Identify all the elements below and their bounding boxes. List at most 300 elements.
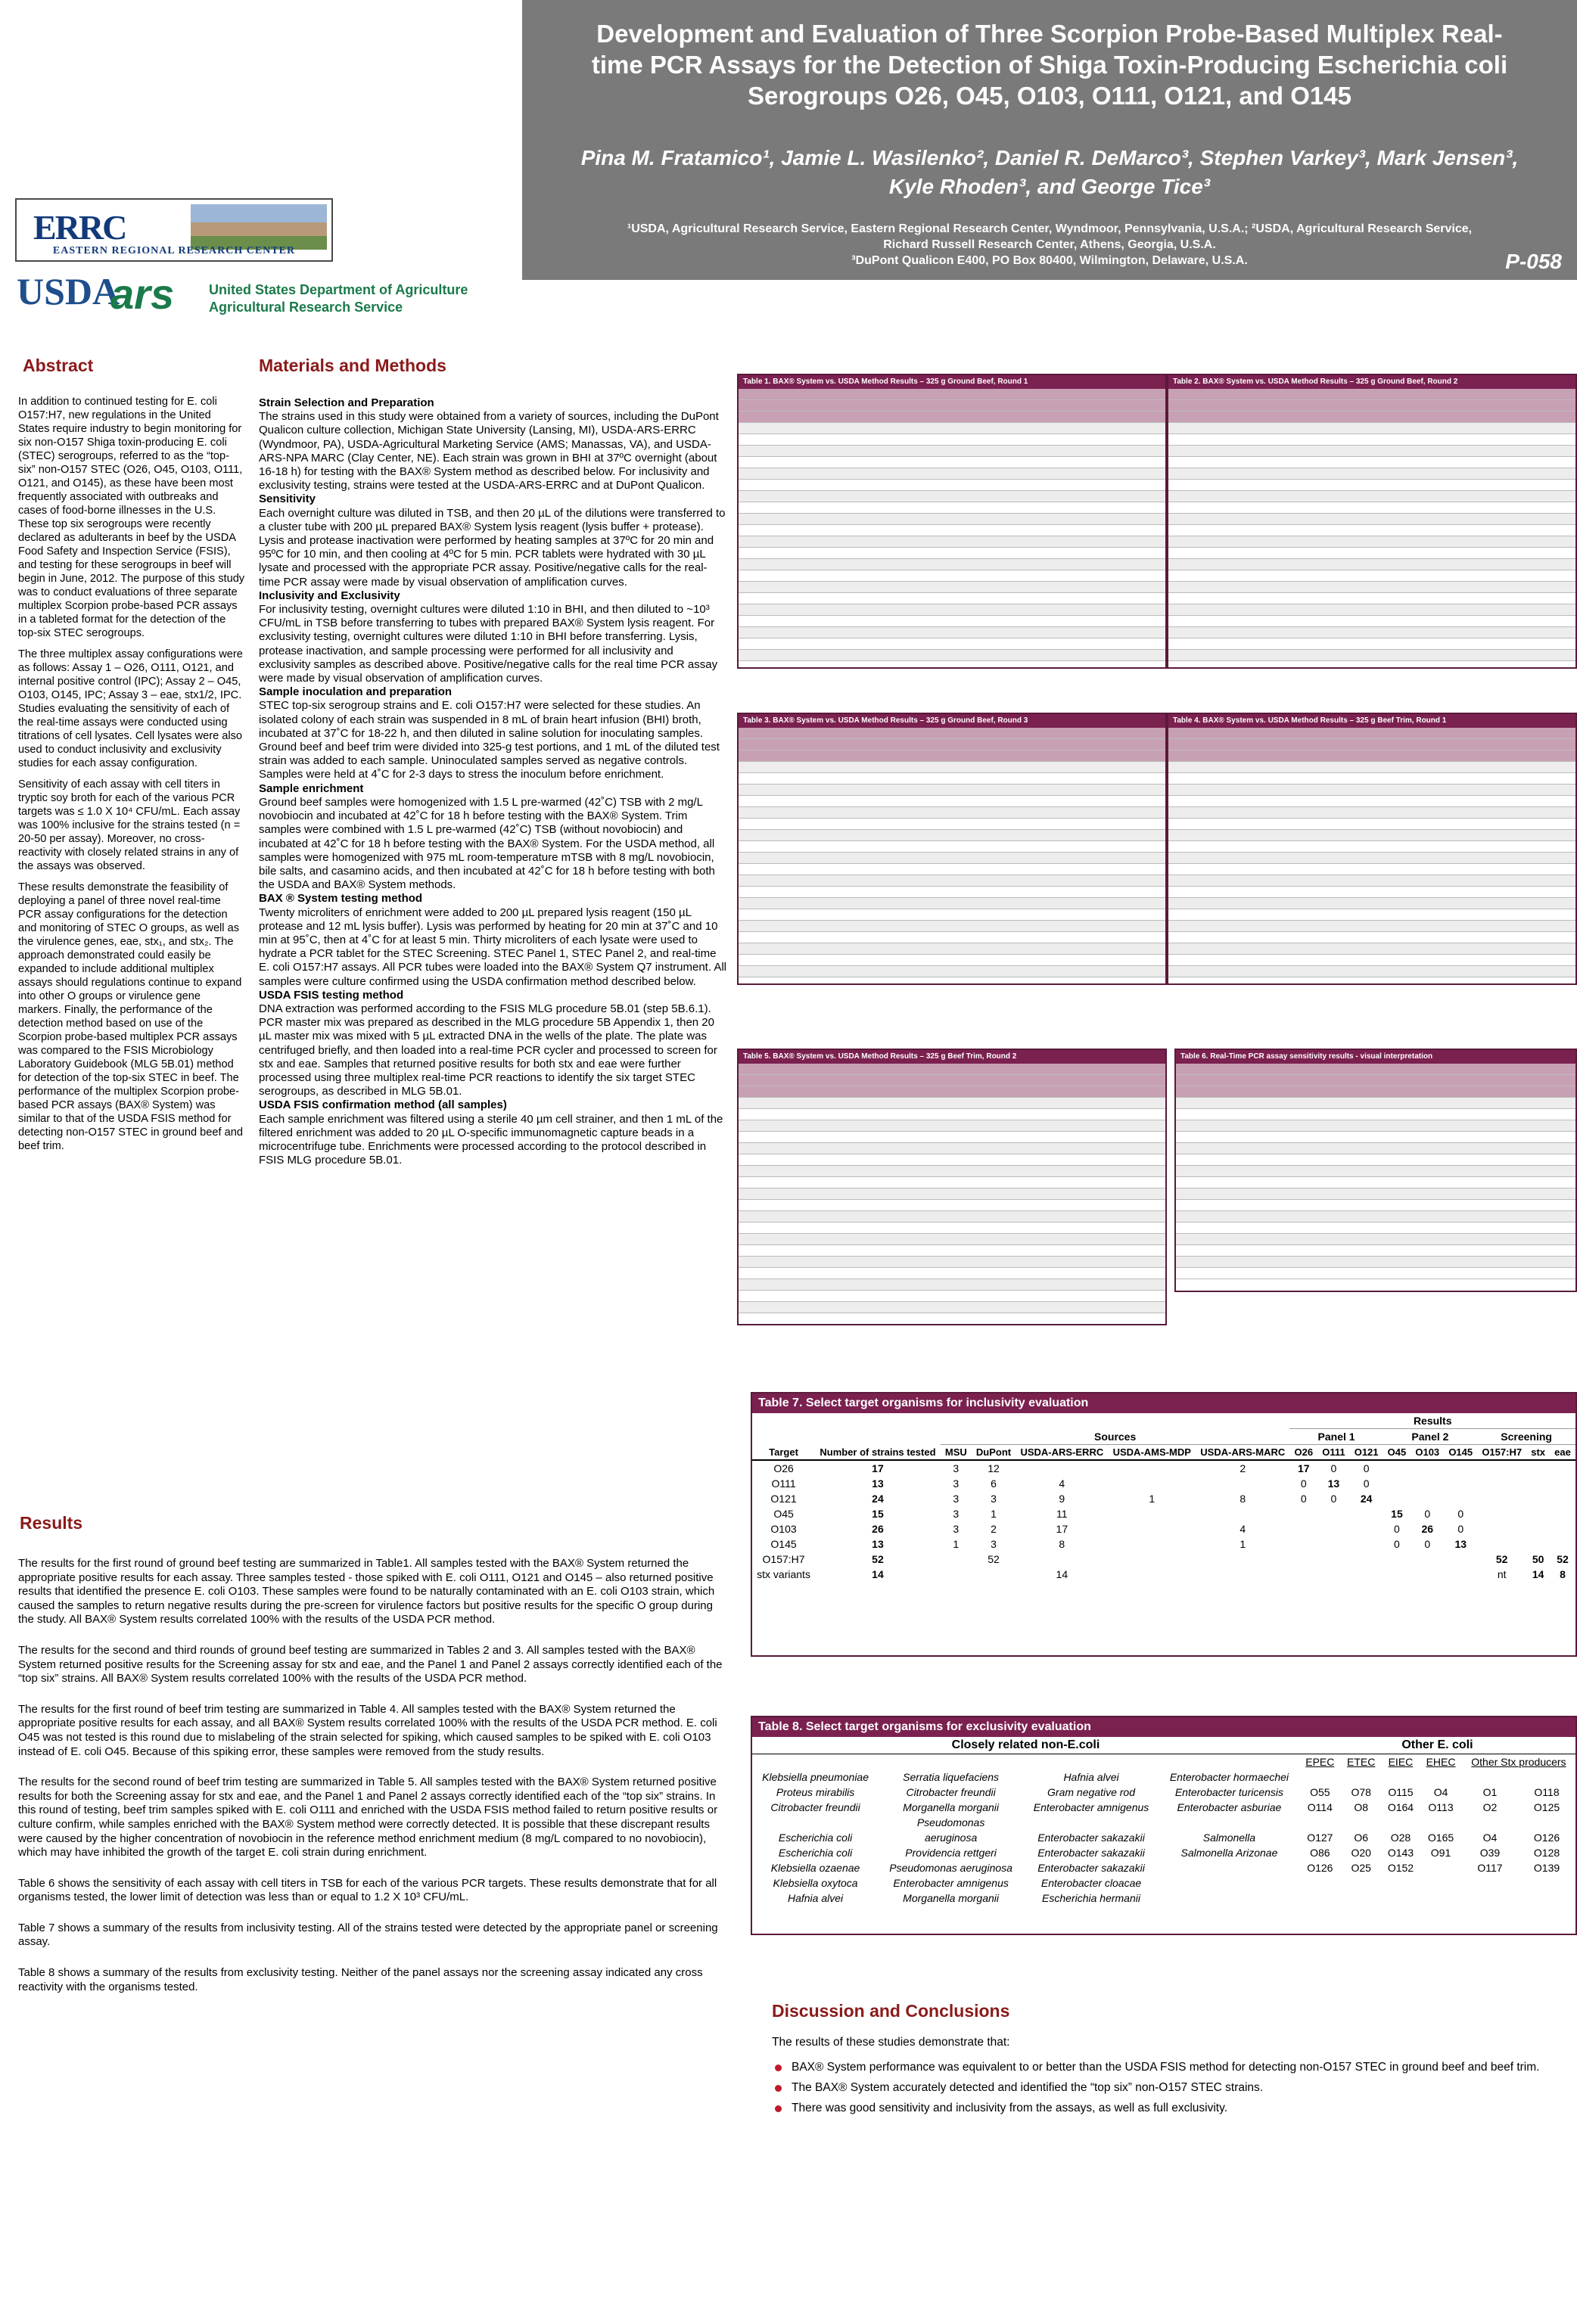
authors-line: Kyle Rhoden³, and George Tice³ — [888, 175, 1211, 198]
organism-cell: Hafnia alvei — [787, 1892, 844, 1904]
affil-line: ³DuPont Qualicon E400, PO Box 80400, Wilmington, Delaware, U.S.A. — [851, 254, 1248, 267]
errc-logo-text: EASTERN REGIONAL RESEARCH CENTER — [52, 245, 296, 256]
table-cell — [1317, 1567, 1350, 1582]
table-row — [739, 966, 1165, 977]
table-cell — [1317, 1536, 1350, 1552]
table-row — [739, 1257, 1165, 1268]
table-row — [1168, 864, 1575, 875]
table-cell — [1289, 1552, 1317, 1567]
table-header-row — [752, 1445, 1575, 1461]
table-6 — [1174, 1049, 1577, 1292]
table-row — [1168, 570, 1575, 582]
serogroup-cell — [1420, 1769, 1462, 1785]
table-cell: 0 — [1330, 1462, 1337, 1474]
serogroup-cell: O55 — [1310, 1786, 1330, 1798]
conclusion-item: There was good sensitivity and inclusivity from the assays, as well as full exclusivity. — [772, 2101, 1559, 2115]
table-8 — [751, 1716, 1577, 1935]
table-row — [739, 457, 1165, 468]
organism-cell: Enterobacter amnigenus — [1033, 1801, 1149, 1813]
table-cell — [1526, 1460, 1550, 1476]
table-row — [1176, 1234, 1575, 1245]
table-row — [1168, 739, 1575, 750]
conclusion-list — [772, 2060, 1559, 2115]
poster-id: P-058 — [1505, 250, 1562, 273]
organism-cell: Klebsiella ozaenae — [770, 1862, 860, 1874]
table-row — [1168, 943, 1575, 955]
table-cell — [941, 1552, 972, 1567]
table-cell — [1444, 1552, 1477, 1567]
table-cell — [1108, 1567, 1196, 1582]
table-cell: 1 — [1240, 1538, 1246, 1550]
table-row — [1176, 1064, 1575, 1075]
table-row — [739, 1098, 1165, 1109]
table-spacer — [752, 1413, 1289, 1429]
table-row — [739, 819, 1165, 830]
table-row — [739, 1188, 1165, 1200]
serogroup-cell — [1341, 1891, 1382, 1906]
serogroup-cell — [1420, 1860, 1462, 1875]
table-cell: 3 — [953, 1523, 960, 1535]
serogroup-cell — [1518, 1875, 1575, 1891]
organism-cell — [1159, 1860, 1299, 1875]
methods-paragraph: STEC top-six serogroup strains and E. coli O157:H7 were selected for these studies. An isolated colony of each strain was suspended in 8 mL of brain heart infusion (BHI) broth, incubated at 37˚C for 18-22 h, and then diluted in saline solution for inoculating samples. Ground beef and beef trim were divided into 325-g test portions, and 1 mL of the diluted test strain was added to each sample. Uninoculated samples served as negative controls. Samples were held at 4˚C for 2-3 days to stress the inoculum before enrichment. — [259, 699, 720, 781]
column-header: Number of strains tested — [820, 1446, 936, 1458]
table-row — [1168, 932, 1575, 943]
table-row — [752, 1785, 1575, 1800]
serogroup-cell — [1462, 1815, 1518, 1830]
serogroup-cell: O2 — [1482, 1801, 1498, 1813]
abstract-paragraph: Sensitivity of each assay with cell titers in tryptic soy broth for each of the various PCR targets was ≤ 1.0 X 10⁴ CFU/mL. Each assay was 100% inclusive for the strains tested (n = 20-50 per assay). Moreover, no cross-reactivity with closely related strains in any of the assays was observed. — [18, 778, 241, 872]
table-row — [739, 1234, 1165, 1245]
serogroup-cell: O91 — [1430, 1847, 1451, 1859]
table-row — [739, 1166, 1165, 1177]
organism-cell: Gram negative rod — [1047, 1786, 1135, 1798]
table-row — [739, 446, 1165, 457]
table-row — [739, 1177, 1165, 1188]
methods-heading: Materials and Methods — [259, 356, 446, 375]
table-5 — [737, 1049, 1167, 1325]
table-cell — [1444, 1476, 1477, 1491]
table-row — [1168, 627, 1575, 638]
dept-line: United States Department of Agriculture — [209, 282, 468, 297]
table-row — [752, 1506, 1575, 1521]
table-row — [739, 1086, 1165, 1098]
table-row — [1168, 480, 1575, 491]
table-row — [752, 1460, 1575, 1476]
table-cell — [1108, 1536, 1196, 1552]
table-row — [1168, 548, 1575, 559]
table-row — [739, 1245, 1165, 1257]
table-row — [739, 582, 1165, 593]
table-cell: 13 — [1454, 1538, 1467, 1550]
table-row — [1168, 773, 1575, 785]
organism-cell: Proteus mirabilis — [776, 1786, 855, 1798]
table-cell — [1477, 1521, 1526, 1536]
table-row — [1176, 1098, 1575, 1109]
table-cell — [1444, 1491, 1477, 1506]
table-row — [1168, 593, 1575, 604]
table-cell: 4 — [1240, 1523, 1246, 1535]
table-cell: 14 — [1532, 1568, 1544, 1580]
methods-paragraph: The strains used in this study were obtained from a variety of sources, including the DuPont Qualicon culture collection, Michigan State University (Lansing, MI), USDA-ARS-ERRC (Wyndmoor, PA), USDA-Agricultural Marketing Service (AMS; Manassas, VA), and USDA-ARS-NPA MARC (Clay Center, NE). Each strain was grown in BHI at 37ºC overnight (about 16-18 h) for testing with the BAX® System method as described below. For inclusivity and exclusivity testing, strains were tested at the USDA-ARS-ERRC and at DuPont Qualicon. — [259, 410, 719, 492]
table-cell: 4 — [1059, 1477, 1065, 1490]
table-row — [752, 1567, 1575, 1582]
organism-cell — [1159, 1815, 1299, 1830]
table-cell: 17 — [1298, 1462, 1310, 1474]
methods-paragraph: Twenty microliters of enrichment were added to 200 µL prepared lysis reagent (150 µL protease and 12 mL lysis buffer). Lysis was performed by heating for 20 min at 37˚C and 10 min at 95˚C, then at 4˚C for at least 5 min. Thirty microliters of each lysate were used to hydrate a PCR tablet for the STEC Screening. STEC Panel 1, STEC Panel 2, and real-time E. coli O157:H7 assays. All PCR tubes were loaded into the BAX® System Q7 instrument. All samples were culture confirmed using the USDA confirmation method described below. — [259, 906, 727, 988]
table-row — [1168, 389, 1575, 400]
methods-paragraph: Each sample enrichment was filtered using a sterile 40 µm cell strainer, and then 1 mL of the filtered enrichment was added to 20 µL O-specific immunomagnetic capture beads in a microcentrifuge tube. Enrichments were processed according to the protocol described in FSIS MLG procedure 5B.01. — [259, 1112, 723, 1167]
table-cell: 11 — [1056, 1508, 1068, 1520]
table-cell — [1317, 1506, 1350, 1521]
table-cell — [1289, 1567, 1317, 1582]
table-cell: 13 — [872, 1477, 884, 1490]
organism-cell: Citrobacter freundii — [770, 1801, 860, 1813]
serogroup-cell — [1420, 1891, 1462, 1906]
methods-subheading: BAX ® System testing method — [259, 892, 423, 906]
conclusion-item: BAX® System performance was equivalent to or better than the USDA FSIS method for detecting non-O157 STEC in ground beef and beef trim. — [772, 2060, 1559, 2074]
table-row — [1168, 750, 1575, 762]
table-cell: 6 — [991, 1477, 997, 1490]
table-row — [739, 559, 1165, 570]
table-cell: 52 — [1495, 1553, 1508, 1565]
table-spacer — [1159, 1754, 1299, 1770]
table-cell: 52 — [988, 1553, 1000, 1565]
serogroup-cell: O25 — [1351, 1862, 1371, 1874]
table-cell: 3 — [953, 1508, 960, 1520]
table-cell — [1196, 1552, 1289, 1567]
table-row — [752, 1845, 1575, 1860]
organism-cell: Providencia rettgeri — [905, 1847, 997, 1859]
serogroup-cell — [1341, 1875, 1382, 1891]
table-cell — [1477, 1460, 1526, 1476]
serogroup-cell — [1518, 1815, 1575, 1830]
table-row — [1168, 491, 1575, 502]
serogroup-cell: O28 — [1390, 1832, 1411, 1844]
conclusion-item: The BAX® System accurately detected and identified the “top six” non-O157 STEC strains. — [772, 2080, 1559, 2095]
serogroup-cell: O125 — [1533, 1801, 1560, 1813]
serogroup-cell: O8 — [1354, 1801, 1369, 1813]
table-row — [752, 1552, 1575, 1567]
table-row — [752, 1875, 1575, 1891]
table-row — [1176, 1086, 1575, 1098]
table-4 — [1167, 713, 1577, 985]
table-row — [739, 1154, 1165, 1166]
table-cell — [1444, 1567, 1477, 1582]
table-spacer — [879, 1754, 1023, 1770]
organism-cell: Enterobacter amnigenus — [893, 1877, 1009, 1889]
table-row — [1168, 423, 1575, 434]
table-row — [1168, 468, 1575, 480]
organism-cell: Hafnia alvei — [1063, 1771, 1119, 1783]
organism-cell: Escherichia coli — [778, 1847, 853, 1859]
authors — [522, 144, 1577, 201]
table-cell: 24 — [1360, 1493, 1373, 1505]
methods-subheading: USDA FSIS testing method — [259, 988, 404, 1002]
table-title: Table 7. Select target organisms for inclusivity evaluation — [752, 1393, 1575, 1413]
serogroup-cell: O4 — [1482, 1832, 1498, 1844]
table-title: Table 4. BAX® System vs. USDA Method Results – 325 g Beef Trim, Round 1 — [1168, 714, 1575, 728]
table-row — [752, 1521, 1575, 1536]
column-header: MSU — [944, 1446, 967, 1458]
column-header: O121 — [1354, 1446, 1379, 1458]
table-row — [1168, 796, 1575, 807]
organism-cell: Morganella morganii — [903, 1801, 1000, 1813]
serogroup-cell: O126 — [1533, 1832, 1560, 1844]
table-row — [1176, 1143, 1575, 1154]
serogroup-cell — [1382, 1769, 1420, 1785]
table-cell — [1550, 1476, 1575, 1491]
table-1 — [737, 374, 1167, 669]
table-cell: 0 — [1457, 1508, 1464, 1520]
methods-subheading: Inclusivity and Exclusivity — [259, 589, 400, 602]
table-row — [739, 762, 1165, 773]
serogroup-cell: O117 — [1477, 1862, 1503, 1874]
table-body — [1168, 728, 1575, 977]
table-row — [1168, 955, 1575, 966]
table-cell — [1350, 1506, 1383, 1521]
poster-title — [522, 18, 1577, 111]
methods-subheading: Sample enrichment — [259, 781, 364, 795]
table-row — [739, 909, 1165, 921]
table-row — [1168, 412, 1575, 423]
table-cell: 52 — [1557, 1553, 1569, 1565]
table-body — [1168, 389, 1575, 661]
abstract-text — [18, 395, 245, 1160]
serogroup-cell: O20 — [1351, 1847, 1371, 1859]
serogroup-cell: O164 — [1387, 1801, 1414, 1813]
column-header: O103 — [1415, 1446, 1440, 1458]
table-cell — [1016, 1460, 1108, 1476]
column-header: ETEC — [1347, 1756, 1376, 1768]
table-cell — [972, 1567, 1016, 1582]
table-row — [1168, 807, 1575, 819]
table-row — [739, 480, 1165, 491]
table-body — [739, 389, 1165, 661]
title-line: time PCR Assays for the Detection of Shiga Toxin-Producing Escherichia coli — [591, 51, 1508, 79]
table-row — [1168, 400, 1575, 412]
table-body — [752, 1460, 1575, 1582]
table-row — [752, 1815, 1575, 1830]
authors-line: Pina M. Fratamico¹, Jamie L. Wasilenko², Daniel R. DeMarco³, Stephen Varkey³, Mark Jensen³, — [580, 146, 1519, 169]
table-cell: 50 — [1532, 1553, 1544, 1565]
table-cell: 0 — [1424, 1538, 1431, 1550]
table-spacer — [752, 1429, 941, 1445]
serogroup-cell: O115 — [1388, 1786, 1414, 1798]
table-cell: 2 — [1240, 1462, 1246, 1474]
methods-paragraph: For inclusivity testing, overnight cultures were diluted 1:10 in BHI, and then diluted to ~10³ CFU/mL in TSB before transferring to tubes with prepared BAX® System lysis reagent. For exclusivity testing, overnight cultures were diluted 1:10 in BHI before transferring. Lysis, protease inactivation, and sample processing were performed for all inclusivity and exclusivity samples as described above. Positive/negative calls for the real time PCR assay were made by visual observation of amplification curves. — [259, 603, 718, 685]
table-cell: O111 — [771, 1477, 796, 1490]
column-header: EPEC — [1305, 1756, 1335, 1768]
organism-cell: Enterobacter hormaechei — [1169, 1771, 1289, 1783]
table-row — [752, 1536, 1575, 1552]
table-row — [739, 423, 1165, 434]
table-cell — [1477, 1536, 1526, 1552]
column-header: O45 — [1387, 1446, 1407, 1458]
table-row — [739, 1132, 1165, 1143]
serogroup-cell — [1518, 1769, 1575, 1785]
serogroup-cell: O126 — [1307, 1862, 1333, 1874]
table-cell — [1526, 1521, 1550, 1536]
table-row — [739, 750, 1165, 762]
table-row — [1176, 1223, 1575, 1234]
methods-subheading: Strain Selection and Preparation — [259, 396, 434, 409]
table-row — [739, 728, 1165, 739]
table-cell: 0 — [1394, 1523, 1400, 1535]
table-cell — [1526, 1491, 1550, 1506]
methods-paragraph: Ground beef samples were homogenized with 1.5 L pre-warmed (42˚C) TSB with 2 mg/L novobiocin and incubated at 42˚C for 18 h before testing with the BAX® System. Trim samples were combined with 1.5 L pre-warmed (42˚C) TSB (without novobiocin) and incubated at 42˚C for 18 h before testing with the BAX® System. For the USDA method, all samples were homogenized with 975 mL room-temperature mTSB with 8 mg/L novobiocin, bile salts, and casamino acids, and then incubated at 42˚C for 18 h before testing with both the USDA and BAX® System methods. — [259, 795, 715, 892]
table-cell — [1477, 1491, 1526, 1506]
table-cell: 12 — [988, 1462, 1000, 1474]
table-row — [1176, 1132, 1575, 1143]
table-cell: O145 — [770, 1538, 797, 1550]
results-group-label: Results — [1289, 1413, 1575, 1429]
table-cell: 0 — [1300, 1477, 1307, 1490]
column-header: O157:H7 — [1482, 1446, 1523, 1458]
table-row — [739, 796, 1165, 807]
serogroup-cell — [1299, 1891, 1341, 1906]
serogroup-cell: O1 — [1482, 1786, 1498, 1798]
table-cell: O26 — [773, 1462, 794, 1474]
serogroup-cell: O113 — [1428, 1801, 1454, 1813]
table-row — [1176, 1211, 1575, 1223]
serogroup-cell — [1462, 1769, 1518, 1785]
table-cell: 8 — [1059, 1538, 1065, 1550]
table-row — [739, 943, 1165, 955]
title-line: Development and Evaluation of Three Scorpion Probe-Based Multiplex Real- — [596, 20, 1503, 48]
table-cell — [1411, 1476, 1444, 1491]
methods-subheading: Sensitivity — [259, 492, 316, 506]
table-cell — [1411, 1460, 1444, 1476]
table-row — [752, 1860, 1575, 1875]
results-heading: Results — [20, 1513, 83, 1533]
discussion-intro: The results of these studies demonstrate that: — [772, 2036, 1010, 2049]
serogroup-cell: O152 — [1387, 1862, 1414, 1874]
table-row — [739, 739, 1165, 750]
abstract-paragraph: These results demonstrate the feasibility of deploying a panel of three novel real-time PCR assay configurations for the detection and monitoring of STEC O groups, as well as the virulence genes, eae, stx₁, and stx₂. The approach demonstrated could easily be expanded to include additional multiplex assays should regulations continue to expand into other O groups or virulence gene markers. Finally, the performance of the detection method based on use of the Scorpion probe-based multiplex PCR assays was compared to the FSIS Microbiology Laboratory Guidebook (MLG 5B.01) method for detection of the top-six STEC in beef. The performance of the multiplex Scorpion probe-based PCR assays (BAX® System) was similar to that of the USDA FSIS method for detecting non-O157 STEC in ground beef and beef trim. — [18, 881, 243, 1152]
table-cell — [1289, 1536, 1317, 1552]
table-cell — [1196, 1567, 1289, 1582]
ars-logo: ars — [110, 270, 175, 318]
table-row — [739, 807, 1165, 819]
table-row — [739, 955, 1165, 966]
table-cell: 0 — [1330, 1493, 1337, 1505]
table-row — [752, 1800, 1575, 1815]
table-row — [1168, 875, 1575, 887]
serogroup-cell — [1382, 1815, 1420, 1830]
table-row — [739, 604, 1165, 616]
table-row — [739, 1075, 1165, 1086]
table-cell — [1289, 1506, 1317, 1521]
organism-cell: Escherichia hermanii — [1042, 1892, 1140, 1904]
usda-logo: USDA — [17, 270, 120, 312]
table-row — [1168, 559, 1575, 570]
table-cell: stx variants — [757, 1568, 810, 1580]
table-row — [1168, 966, 1575, 977]
table-cell: 0 — [1394, 1538, 1400, 1550]
organism-cell: Serratia liquefaciens — [903, 1771, 1000, 1783]
table-row — [1176, 1257, 1575, 1268]
table-row — [739, 650, 1165, 661]
results-paragraph: Table 8 shows a summary of the results from exclusivity testing. Neither of the panel assays nor the screening assay indicated any cross reactivity with the organisms tested. — [18, 1966, 703, 1993]
table-cell — [1289, 1521, 1317, 1536]
table-cell — [1108, 1476, 1196, 1491]
serogroup-cell: O86 — [1310, 1847, 1330, 1859]
serogroup-cell: O143 — [1387, 1847, 1414, 1859]
column-header: eae — [1554, 1446, 1571, 1458]
table-cell: O121 — [770, 1493, 797, 1505]
table-cell: 3 — [991, 1493, 997, 1505]
methods-subheading: Sample inoculation and preparation — [259, 685, 453, 699]
organism-cell — [752, 1815, 879, 1830]
table-row — [739, 1143, 1165, 1154]
methods-subheading: USDA FSIS confirmation method (all samples) — [259, 1098, 507, 1112]
results-paragraph: The results for the second round of beef trim testing are summarized in Table 5. All samples tested with the BAX® System returned positive results for both the Screening assay for stx and eae, and the Panel 1 and Panel 2 assays correctly identified each of the “top six” strains. In this round of testing, beef trim samples spiked with E. coli O111 and enriched with the USDA FSIS method failed to return positive results or culture confirm, while samples enriched with the BAX® System method were correctly detected. It is possible that these discrepant results were caused by the higher concentration of novobiocin in the reference method enrichment medium (8 mg/L compared to no novobiocin), which may have inhibited the growth of the target E. coli strain during enrichment. — [18, 1776, 718, 1860]
table-title: Table 3. BAX® System vs. USDA Method Results – 325 g Ground Beef, Round 3 — [739, 714, 1165, 728]
errc-logo — [15, 198, 333, 262]
table-row — [1168, 582, 1575, 593]
table-row — [1168, 909, 1575, 921]
table-row — [739, 875, 1165, 887]
screening-label: Screening — [1477, 1429, 1575, 1445]
table-row — [739, 1302, 1165, 1313]
poster-header — [522, 0, 1577, 280]
table-row — [739, 502, 1165, 514]
table-cell — [1350, 1567, 1383, 1582]
table-row — [1168, 604, 1575, 616]
table-cell: O45 — [773, 1508, 794, 1520]
table-row — [752, 1491, 1575, 1506]
column-header: USDA-ARS-ERRC — [1020, 1446, 1104, 1458]
table-title: Table 1. BAX® System vs. USDA Method Results – 325 g Ground Beef, Round 1 — [739, 375, 1165, 389]
table-row — [1168, 536, 1575, 548]
table-row — [1168, 785, 1575, 796]
table-body — [739, 1064, 1165, 1313]
table-cell — [1411, 1552, 1444, 1567]
table-cell — [1383, 1476, 1411, 1491]
table-row — [752, 1891, 1575, 1906]
table-header-row — [752, 1754, 1575, 1770]
serogroup-cell: O127 — [1307, 1832, 1333, 1844]
table-cell — [1550, 1491, 1575, 1506]
serogroup-cell — [1299, 1769, 1341, 1785]
serogroup-cell: O39 — [1479, 1847, 1501, 1859]
methods-paragraph: DNA extraction was performed according to the FSIS MLG procedure 5B.01 (step 5B.6.1). PCR master mix was prepared as described in the MLG procedure 5B Appendix 1, then 20 µL master mix was mixed with 5 µL extracted DNA in the wells of the plate. The plate was centrifuged briefly, and then loaded into a real-time PCR cycler and processed to screen for stx and eae. Samples that returned positive results for both stx and eae were further processed using three multiplex real-time PCR reactions to identify the six target STEC serogroups, as described in MLG 5B.01. — [259, 1002, 717, 1098]
table-cell: 14 — [872, 1568, 884, 1580]
serogroup-cell: O114 — [1307, 1801, 1333, 1813]
table-cell: O103 — [770, 1523, 797, 1535]
table-row — [739, 468, 1165, 480]
table-cell — [1350, 1552, 1383, 1567]
table-row — [1176, 1177, 1575, 1188]
organism-cell: Enterobacter sakazakii — [1037, 1832, 1145, 1844]
results-paragraph: The results for the first round of ground beef testing are summarized in Table1. All samples tested with the BAX® System returned the appropriate positive results for each assay. Three samples tested - those spiked with E. coli O111, O121 and O145 – also returned positive results that identified the presence E. coli O103. These samples were found to be naturally contaminated with an E. coli O103 strain, which caused the samples to return negative results during the pre-screen for virulence factors but positive results for the specific O group during the study. All BAX® System results correlated 100% with the results of the USDA PCR method. — [18, 1557, 715, 1626]
serogroup-cell: O139 — [1533, 1862, 1560, 1874]
table-row — [739, 491, 1165, 502]
table-row — [739, 921, 1165, 932]
table-row — [739, 841, 1165, 853]
organism-cell: Enterobacter cloacae — [1040, 1877, 1142, 1889]
table-cell: 26 — [872, 1523, 884, 1535]
column-header: Target — [769, 1446, 798, 1458]
table-cell — [1196, 1476, 1289, 1491]
table-cell: 1 — [953, 1538, 960, 1550]
table-row — [752, 1769, 1575, 1785]
table-cell: 3 — [991, 1538, 997, 1550]
table-cell: nt — [1497, 1568, 1507, 1580]
table-cell: 0 — [1300, 1493, 1307, 1505]
table-row — [739, 1211, 1165, 1223]
